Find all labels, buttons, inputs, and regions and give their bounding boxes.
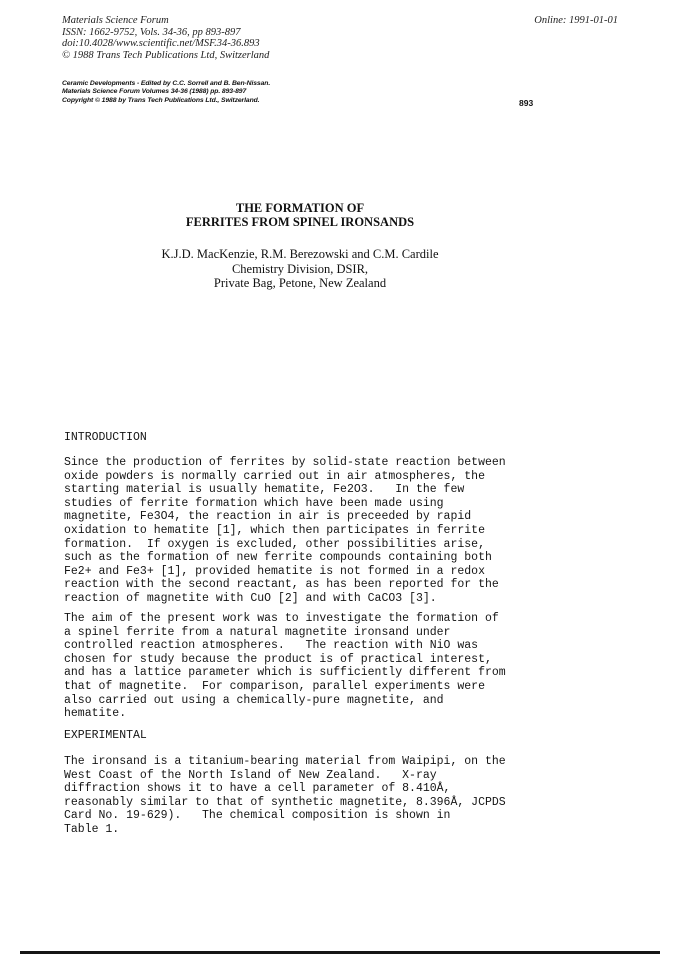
book-meta-line: Materials Science Forum Volumes 34-36 (1988) pp. 893-897 bbox=[62, 88, 247, 96]
experimental-paragraph-1 bbox=[64, 755, 624, 837]
author-block bbox=[0, 247, 600, 291]
journal-meta bbox=[62, 15, 269, 61]
page-bottom-rule bbox=[20, 951, 660, 954]
text-line: Table 1. bbox=[64, 822, 120, 836]
page-number: 893 bbox=[519, 98, 534, 108]
text-line: oxidation to hematite [1], which then participates in ferrite bbox=[64, 523, 485, 537]
text-line: and has a lattice parameter which is sufficiently different from bbox=[64, 666, 506, 680]
journal-doi[interactable]: doi:10.4028/www.scientific.net/MSF.34-36.893 bbox=[62, 38, 260, 49]
text-line: controlled reaction atmospheres. The reaction with NiO was bbox=[64, 639, 479, 653]
book-meta-line: Ceramic Developments - Edited by C.C. Sorrell and B. Ben-Nissan. bbox=[62, 80, 271, 87]
author-address: Private Bag, Petone, New Zealand bbox=[213, 276, 387, 291]
text-line: magnetite, Fe3O4, the reaction in air is preceeded by rapid bbox=[64, 510, 472, 524]
author-affiliation: Chemistry Division, DSIR, bbox=[231, 261, 369, 276]
text-line: West Coast of the North Island of New Zealand. X-ray bbox=[64, 768, 437, 782]
journal-name: Materials Science Forum bbox=[62, 15, 169, 26]
text-line: hematite. bbox=[64, 707, 127, 721]
introduction-paragraph-1 bbox=[64, 456, 624, 606]
introduction-paragraph-2 bbox=[64, 612, 624, 721]
paper-title bbox=[0, 201, 600, 229]
experimental-heading: EXPERIMENTAL bbox=[64, 729, 147, 742]
text-line: also carried out using a chemically-pure magnetite, and bbox=[64, 693, 444, 707]
text-line: reaction with the second reactant, as has been reported for the bbox=[64, 578, 499, 592]
book-meta bbox=[62, 80, 270, 105]
title-line: THE FORMATION OF bbox=[235, 201, 365, 215]
text-line: formation. If oxygen is excluded, other possibilities arise, bbox=[64, 537, 485, 551]
text-line: Since the production of ferrites by solid-state reaction between bbox=[64, 456, 506, 469]
title-line: FERRITES FROM SPINEL IRONSANDS bbox=[185, 215, 415, 229]
text-line: oxide powders is normally carried out in air atmospheres, the bbox=[64, 469, 485, 483]
book-meta-line: Copyright © 1988 by Trans Tech Publications Ltd., Switzerland. bbox=[62, 96, 260, 104]
text-line: reaction of magnetite with CuO [2] and with CaCO3 [3]. bbox=[64, 591, 437, 605]
text-line: such as the formation of new ferrite compounds containing both bbox=[64, 551, 492, 565]
text-line: Card No. 19-629). The chemical composition is shown in bbox=[64, 809, 451, 823]
journal-copyright: © 1988 Trans Tech Publications Ltd, Switzerland bbox=[62, 49, 270, 61]
text-line: starting material is usually hematite, Fe2O3. In the few bbox=[64, 483, 465, 497]
journal-issn: ISSN: 1662-9752, Vols. 34-36, pp 893-897 bbox=[62, 26, 241, 38]
text-line: The aim of the present work was to investigate the formation of bbox=[64, 612, 499, 625]
introduction-heading: INTRODUCTION bbox=[64, 431, 147, 444]
text-line: reasonably similar to that of synthetic magnetite, 8.396Å, JCPDS bbox=[64, 795, 506, 809]
online-date: Online: 1991-01-01 bbox=[534, 15, 618, 26]
text-line: The ironsand is a titanium-bearing material from Waipipi, on the bbox=[64, 755, 506, 768]
text-line: chosen for study because the product is of practical interest, bbox=[64, 652, 492, 666]
text-line: studies of ferrite formation which have been made using bbox=[64, 496, 444, 510]
author-names: K.J.D. MacKenzie, R.M. Berezowski and C.M. Cardile bbox=[161, 247, 439, 261]
text-line: diffraction shows it to have a cell parameter of 8.410Å, bbox=[64, 782, 451, 796]
text-line: Fe2+ and Fe3+ [1], provided hematite is not formed in a redox bbox=[64, 564, 485, 578]
text-line: a spinel ferrite from a natural magnetite ironsand under bbox=[64, 625, 451, 639]
text-line: that of magnetite. For comparison, parallel experiments were bbox=[64, 679, 485, 693]
